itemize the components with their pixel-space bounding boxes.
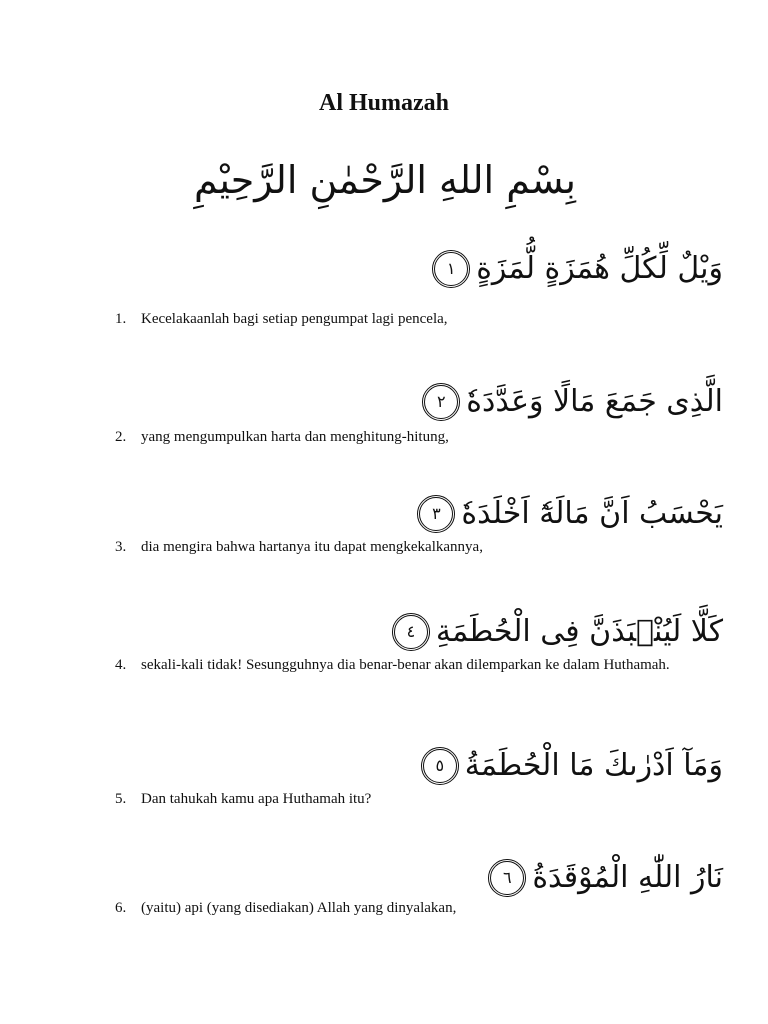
translation-2 [115, 426, 675, 448]
translation-number: 3. [115, 539, 127, 555]
translation-text: Dan tahukah kamu apa Huthamah itu? [141, 791, 372, 807]
translation-number: 5. [115, 791, 127, 807]
translation-text: Kecelakaanlah bagi setiap pengumpat lagi pencela, [141, 311, 448, 327]
translation-1 [115, 308, 675, 330]
translation-number: 2. [115, 429, 127, 445]
ayah-number-marker-icon: ٦ [488, 859, 526, 897]
ayah-4-arabic [392, 608, 723, 656]
ayah-2-arabic [422, 378, 723, 426]
translation-text: dia mengira bahwa hartanya itu dapat mengkekalkannya, [141, 539, 483, 555]
ayah-6-text: نَارُ اللّٰهِ الْمُوْقَدَةُ [532, 860, 723, 895]
ayah-1-text: وَيْلٌ لِّكُلِّ هُمَزَةٍ لُّمَزَةٍ [476, 251, 723, 286]
ayah-3-arabic [417, 490, 723, 538]
ayah-2-text: الَّذِى جَمَعَ مَالًا وَعَدَّدَهٗ [466, 384, 723, 419]
translation-text: yang mengumpulkan harta dan menghitung-hitung, [141, 429, 449, 445]
ayah-5-text: وَمَآ اَدْرٰىكَ مَا الْحُطَمَةُ [464, 748, 723, 783]
ayah-3-text: يَحْسَبُ اَنَّ مَالَهٗٓ اَخْلَدَهٗ [461, 496, 723, 531]
ayah-1-arabic [432, 245, 723, 293]
translation-number: 1. [115, 311, 127, 327]
page-title: Al Humazah [318, 90, 449, 116]
translation-6 [115, 897, 675, 919]
ayah-number-marker-icon: ٥ [421, 747, 459, 785]
ayah-5-arabic [421, 742, 723, 790]
translation-number: 6. [115, 900, 127, 916]
ayah-6-arabic [488, 854, 723, 902]
ayah-4-text: كَلَّا لَيُنْۢبَذَنَّ فِى الْحُطَمَةِ [435, 614, 723, 649]
translation-text: sekali-kali tidak! Sesungguhnya dia benar-benar akan dilemparkan ke dalam Huthamah. [141, 657, 670, 673]
translation-number: 4. [115, 657, 127, 673]
translation-3 [115, 536, 675, 558]
ayah-number-marker-icon: ٢ [422, 383, 460, 421]
ayah-number-marker-icon: ١ [432, 250, 470, 288]
translation-text: (yaitu) api (yang disediakan) Allah yang dinyalakan, [141, 900, 457, 916]
basmalah-calligraphy: بِسْمِ اللهِ الرَّحْمٰنِ الرَّحِيْمِ [194, 158, 576, 202]
ayah-number-marker-icon: ٣ [417, 495, 455, 533]
translation-5 [115, 788, 675, 810]
ayah-number-marker-icon: ٤ [392, 613, 430, 651]
translation-4 [115, 654, 675, 676]
